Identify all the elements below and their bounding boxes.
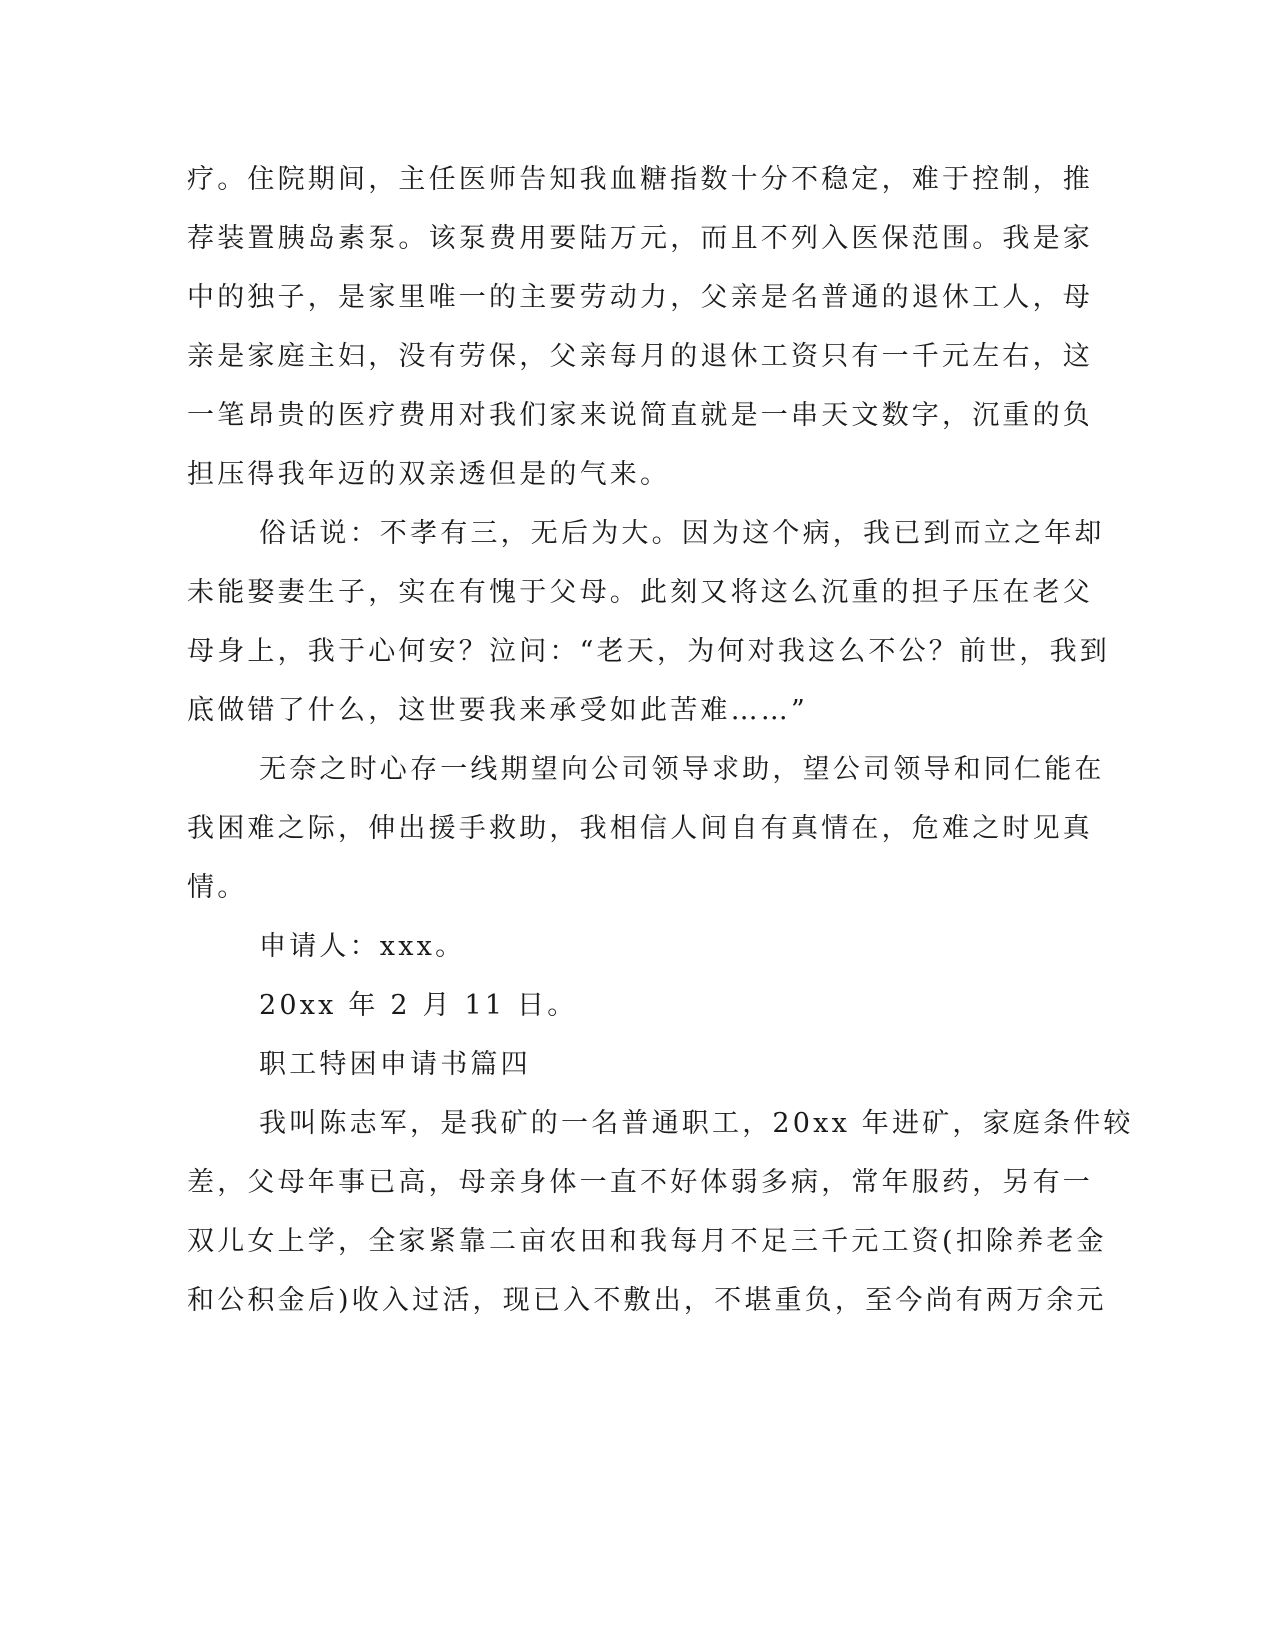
body-text-line: 一笔昂贵的医疗费用对我们家来说简直就是一串天文数字，沉重的负 [187,400,1093,431]
body-text-line: 荐装置胰岛素泵。该泵费用要陆万元，而且不列入医保范围。我是家 [187,223,1093,254]
body-text-line: 中的独子，是家里唯一的主要劳动力，父亲是名普通的退休工人，母 [187,282,1093,313]
paragraph-first-line: 无奈之时心存一线期望向公司领导求助，望公司领导和同仁能在 [259,754,1105,785]
body-text-line: 亲是家庭主妇，没有劳保，父亲每月的退休工资只有一千元左右，这 [187,341,1093,372]
applicant-line: 申请人：xxx。 [259,931,466,962]
body-text-line: 和公积金后)收入过活，现已入不敷出，不堪重负，至今尚有两万余元 [187,1285,1107,1316]
body-text-line: 情。 [187,872,248,903]
body-text-line: 母身上，我于心何安？泣问：“老天，为何对我这么不公？前世，我到 [187,636,1111,667]
body-text-line: 差，父母年事已高，母亲身体一直不好体弱多病，常年服药，另有一 [187,1167,1093,1198]
body-text-line: 未能娶妻生子，实在有愧于父母。此刻又将这么沉重的担子压在老父 [187,577,1093,608]
paragraph-first-line: 俗话说：不孝有三，无后为大。因为这个病，我已到而立之年却 [259,518,1105,549]
body-text-line: 双儿女上学，全家紧靠二亩农田和我每月不足三千元工资(扣除养老金 [187,1226,1107,1257]
paragraph-first-line: 我叫陈志军，是我矿的一名普通职工，20xx 年进矿，家庭条件较 [259,1108,1134,1139]
date-line: 20xx 年 2 月 11 日。 [259,990,578,1021]
body-text-line: 我困难之际，伸出援手救助，我相信人间自有真情在，危难之时见真 [187,813,1093,844]
section-heading: 职工特困申请书篇四 [259,1049,531,1080]
body-text-line: 疗。住院期间，主任医师告知我血糖指数十分不稳定，难于控制，推 [187,164,1093,195]
body-text-line: 担压得我年迈的双亲透但是的气来。 [187,459,671,490]
body-text-line: 底做错了什么，这世要我来承受如此苦难……” [187,695,809,726]
